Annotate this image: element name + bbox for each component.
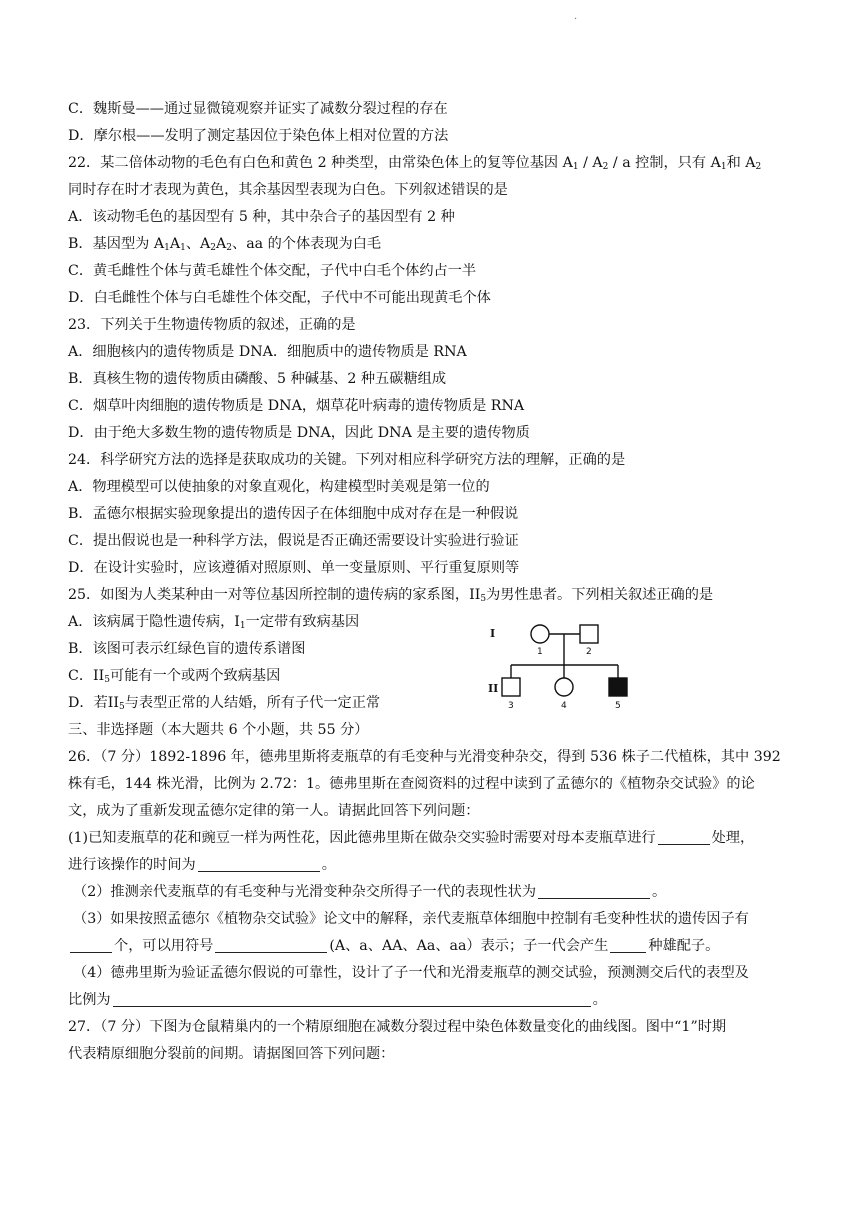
q23-stem: 23．下列关于生物遗传物质的叙述，正确的是 xyxy=(68,317,356,333)
q25-option-c: C．$II_5$可能有一个或两个致病基因 xyxy=(68,668,281,685)
q27-stem-line2: 代表精原细胞分裂前的间期。请据图回答下列问题： xyxy=(68,1046,395,1062)
label-4: 4 xyxy=(561,701,567,711)
individual-I2-male xyxy=(580,625,598,643)
generation-label-I: I xyxy=(490,627,496,640)
individual-II3-male xyxy=(502,678,520,696)
generation-label-II: II xyxy=(488,682,499,695)
q26-part2: （2）推测亲代麦瓶草的有毛变种与光滑变种杂交所得子一代的表现性状为 。 xyxy=(73,884,667,900)
individual-I1-female xyxy=(531,625,549,643)
label-1: 1 xyxy=(537,647,543,657)
q24-stem: 24．科学研究方法的选择是获取成功的关键。下列对相应科学研究方法的理解，正确的是 xyxy=(68,452,626,468)
q26-part3-line1: （3）如果按照孟德尔《植物杂交试验》论文中的解释，亲代麦瓶草体细胞中控制有毛变种性状的遗传因子有 xyxy=(73,911,749,927)
q26-part4-line2: 比例为 。 xyxy=(68,992,607,1008)
q25-stem: 25．如图为人类某种由一对等位基因所控制的遗传病的家系图，$II_5$为男性患者。下列相关叙述正确的是 xyxy=(68,587,714,604)
answer-blank[interactable] xyxy=(198,857,320,872)
q24-option-d: D．在设计实验时，应该遵循对照原则、单一变量原则、平行重复原则等 xyxy=(68,560,520,576)
header-mark: · xyxy=(574,14,578,25)
pedigree-chart xyxy=(478,620,638,712)
answer-blank[interactable] xyxy=(658,830,710,845)
q21-option-d: D．摩尔根——发明了测定基因位于染色体上相对位置的方法 xyxy=(68,128,449,144)
individual-II4-female xyxy=(555,678,573,696)
q22-option-d: D．白毛雌性个体与白毛雄性个体交配，子代中不可能出现黄毛个体 xyxy=(68,290,491,306)
q23-option-c: C．烟草叶肉细胞的遗传物质是 DNA，烟草花叶病毒的遗传物质是 RNA xyxy=(68,398,525,414)
q26-stem-line1: 26．（7 分）1892-1896 年，德弗里斯将麦瓶草的有毛变种与光滑变种杂交，得到 536 株子二代植株，其中 392 xyxy=(68,749,781,765)
q25-option-a: A．该病属于隐性遗传病，$I_1$一定带有致病基因 xyxy=(68,614,360,631)
answer-blank[interactable] xyxy=(610,938,646,953)
individual-II5-affected-male xyxy=(609,678,627,696)
q23-option-a: A．细胞核内的遗传物质是 DNA．细胞质中的遗传物质是 RNA xyxy=(68,344,467,360)
q26-part1-line2: 进行该操作的时间为 。 xyxy=(68,857,336,873)
answer-blank[interactable] xyxy=(113,992,591,1007)
answer-blank[interactable] xyxy=(70,938,112,953)
q22-stem-line2: 同时存在时才表现为黄色，其余基因型表现为白色。下列叙述错误的是 xyxy=(68,182,508,198)
q24-option-a: A．物理模型可以使抽象的对象直观化，构建模型时美观是第一位的 xyxy=(68,479,490,495)
q27-stem-line1: 27．（7 分）下图为仓鼠精巢内的一个精原细胞在减数分裂过程中染色体数量变化的曲线图。图中“1”时期 xyxy=(68,1019,727,1035)
q25-option-b: B．该图可表示红绿色盲的遗传系谱图 xyxy=(68,641,306,657)
q22-option-c: C．黄毛雌性个体与黄毛雄性个体交配，子代中白毛个体约占一半 xyxy=(68,263,477,279)
q22-option-a: A．该动物毛色的基因型有 5 种，其中杂合子的基因型有 2 种 xyxy=(68,209,455,225)
q26-stem-line2: 株有毛，144 株光滑，比例为 2.72：1。德弗里斯在查阅资料的过程中读到了孟德尔的《植物杂交试验》的论 xyxy=(68,776,755,792)
q22-stem-line1: 22．某二倍体动物的毛色有白色和黄色 2 种类型，由常染色体上的复等位基因 $A_1 / A_2$ / a 控制，只有 $A_1$和 $A_2$ xyxy=(68,155,762,172)
label-3: 3 xyxy=(508,701,514,711)
answer-blank[interactable] xyxy=(215,938,327,953)
q26-part1-line1: (1)已知麦瓶草的花和豌豆一样为两性花，因此德弗里斯在做杂交实验时需要对母本麦瓶草进行 处理， xyxy=(68,830,755,846)
q25-option-d: D．若$II_5$与表型正常的人结婚，所有子代一定正常 xyxy=(68,695,381,712)
q26-stem-line3: 文，成为了重新发现孟德尔定律的第一人。请据此回答下列问题： xyxy=(68,803,480,819)
q26-part4-line1: （4）德弗里斯为验证孟德尔假说的可靠性，设计了子一代和光滑麦瓶草的测交试验，预测测交后代的表型及 xyxy=(73,965,749,981)
exam-content xyxy=(68,96,800,1068)
q23-option-d: D．由于绝大多数生物的遗传物质是 DNA，因此 DNA 是主要的遗传物质 xyxy=(68,425,530,441)
label-2: 2 xyxy=(586,647,592,657)
label-5: 5 xyxy=(615,701,621,711)
q22-option-b: B．基因型为 $A_1A_1$、$A_2A_2$、aa 的个体表现为白毛 xyxy=(68,236,382,253)
q24-option-b: B．孟德尔根据实验现象提出的遗传因子在体细胞中成对存在是一种假说 xyxy=(68,506,519,522)
q23-option-b: B．真核生物的遗传物质由磷酸、5 种碱基、2 种五碳糖组成 xyxy=(68,371,447,387)
q26-part3-line2: 个，可以用符号 (A、a、AA、Aa、aa）表示；子一代会产生 种雄配子。 xyxy=(68,933,800,960)
q24-option-c: C．提出假说也是一种科学方法，假说是否正确还需要设计实验进行验证 xyxy=(68,533,519,549)
answer-blank[interactable] xyxy=(538,884,650,899)
section-3-heading: 三、非选择题（本大题共 6 个小题，共 55 分） xyxy=(68,722,369,738)
q21-option-c: C．魏斯曼——通过显微镜观察并证实了减数分裂过程的存在 xyxy=(68,101,448,117)
